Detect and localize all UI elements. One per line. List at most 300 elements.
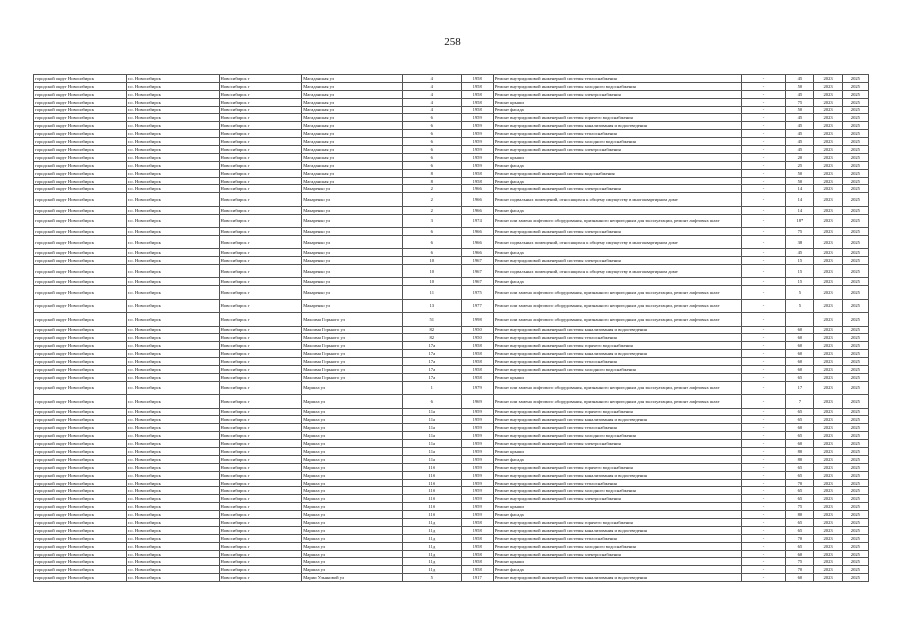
dash-cell: - [741,106,785,114]
work-type-cell: Ремонт крыши [493,503,741,511]
house-number-cell: 11 [403,286,461,299]
house-number-cell: 11д [403,526,461,534]
house-number-cell: 17а [403,342,461,350]
street-cell: Макаренко ул [302,235,403,248]
build-year-cell: 1967 [461,257,493,265]
district-cell: г.о. Новосибирск [126,177,219,185]
table-row [34,479,869,487]
street-cell: Магаданская ул [302,177,403,185]
street-cell: Маршла ул [302,432,403,440]
street-cell: Макаренко ул [302,265,403,278]
end-year-cell: 2025 [842,366,868,374]
municipality-cell: городской округ Новосибирск [34,424,127,432]
start-year-cell: 2023 [814,130,842,138]
dash-cell: - [741,130,785,138]
city-cell: Новосибирск г [219,299,302,312]
municipality-cell: городской округ Новосибирск [34,206,127,214]
municipality-cell: городской округ Новосибирск [34,138,127,146]
district-cell: г.о. Новосибирск [126,432,219,440]
street-cell: Маршла ул [302,463,403,471]
house-number-cell: 11д [403,519,461,527]
amount-cell: 50 [786,169,814,177]
table-row [34,574,869,582]
street-cell: Магаданская ул [302,98,403,106]
work-type-cell: Ремонт фасада [493,455,741,463]
house-number-cell: 1 [403,381,461,394]
street-cell: Максима Горького ул [302,358,403,366]
district-cell: г.о. Новосибирск [126,326,219,334]
start-year-cell: 2023 [814,408,842,416]
house-number-cell: 11б [403,463,461,471]
street-cell: Максима Горького ул [302,350,403,358]
work-type-cell: Ремонт внутридомовой инженерной системы теплоснабжения [493,75,741,83]
municipality-cell: городской округ Новосибирск [34,511,127,519]
district-cell: г.о. Новосибирск [126,257,219,265]
district-cell: г.о. Новосибирск [126,424,219,432]
build-year-cell: 1958 [461,98,493,106]
district-cell: г.о. Новосибирск [126,479,219,487]
start-year-cell: 2023 [814,342,842,350]
end-year-cell: 2025 [842,114,868,122]
city-cell: Новосибирск г [219,373,302,381]
city-cell: Новосибирск г [219,511,302,519]
table-row [34,153,869,161]
work-type-cell: Ремонт или замена лифтового оборудования, признанного непригодным для эксплуатации, ремонт лифтовых шахт [493,381,741,394]
street-cell: Маршла ул [302,395,403,408]
street-cell: Маршла ул [302,448,403,456]
dash-cell: - [741,503,785,511]
district-cell: г.о. Новосибирск [126,416,219,424]
municipality-cell: городской округ Новосибирск [34,471,127,479]
table-row [34,114,869,122]
table-row [34,146,869,154]
house-number-cell: 6 [403,130,461,138]
city-cell: Новосибирск г [219,177,302,185]
table-row [34,487,869,495]
municipality-cell: городской округ Новосибирск [34,299,127,312]
end-year-cell: 2025 [842,228,868,236]
district-cell: г.о. Новосибирск [126,574,219,582]
municipality-cell: городской округ Новосибирск [34,395,127,408]
build-year-cell: 1959 [461,138,493,146]
street-cell: Маршла ул [302,550,403,558]
city-cell: Новосибирск г [219,550,302,558]
table-row [34,334,869,342]
house-number-cell: 11д [403,558,461,566]
district-cell: г.о. Новосибирск [126,206,219,214]
city-cell: Новосибирск г [219,334,302,342]
city-cell: Новосибирск г [219,153,302,161]
table-body [34,75,869,582]
work-type-cell: Ремонт внутридомовой инженерной системы канализования и водоотведения [493,350,741,358]
build-year-cell: 1998 [461,313,493,326]
end-year-cell: 2025 [842,432,868,440]
street-cell: Магаданская ул [302,114,403,122]
dash-cell: - [741,278,785,286]
street-cell: Магаданская ул [302,75,403,83]
street-cell: Магаданская ул [302,122,403,130]
build-year-cell: 1959 [461,408,493,416]
start-year-cell: 2023 [814,534,842,542]
dash-cell: - [741,574,785,582]
house-number-cell: 5 [403,574,461,582]
start-year-cell: 2023 [814,90,842,98]
municipality-cell: городской округ Новосибирск [34,566,127,574]
municipality-cell: городской округ Новосибирск [34,440,127,448]
city-cell: Новосибирск г [219,138,302,146]
dash-cell: - [741,98,785,106]
end-year-cell: 2025 [842,519,868,527]
city-cell: Новосибирск г [219,257,302,265]
build-year-cell: 1966 [461,228,493,236]
start-year-cell: 2023 [814,82,842,90]
amount-cell: 14 [786,206,814,214]
house-number-cell: 6 [403,235,461,248]
build-year-cell: 1958 [461,90,493,98]
amount-cell: 38 [786,235,814,248]
amount-cell: 65 [786,487,814,495]
start-year-cell: 2023 [814,479,842,487]
start-year-cell: 2023 [814,313,842,326]
start-year-cell: 2023 [814,278,842,286]
build-year-cell: 1959 [461,495,493,503]
municipality-cell: городской округ Новосибирск [34,161,127,169]
work-type-cell: Ремонт внутридомовой инженерной системы электроснабжения [493,90,741,98]
municipality-cell: городской округ Новосибирск [34,448,127,456]
dash-cell: - [741,228,785,236]
table-row [34,519,869,527]
build-year-cell: 1958 [461,373,493,381]
city-cell: Новосибирск г [219,206,302,214]
table-row [34,534,869,542]
start-year-cell: 2023 [814,463,842,471]
amount-cell: 20 [786,153,814,161]
end-year-cell: 2025 [842,463,868,471]
street-cell: Маршла ул [302,487,403,495]
work-type-cell: Ремонт крыши [493,98,741,106]
table-row [34,550,869,558]
end-year-cell: 2025 [842,542,868,550]
city-cell: Новосибирск г [219,534,302,542]
city-cell: Новосибирск г [219,286,302,299]
work-type-cell: Ремонт фасада [493,106,741,114]
table-row [34,90,869,98]
work-type-cell: Ремонт внутридомовой инженерной системы канализования и водоотведения [493,526,741,534]
city-cell: Новосибирск г [219,90,302,98]
amount-cell: 60 [786,334,814,342]
start-year-cell: 2023 [814,334,842,342]
district-cell: г.о. Новосибирск [126,278,219,286]
end-year-cell: 2025 [842,487,868,495]
city-cell: Новосибирск г [219,463,302,471]
street-cell: Магаданская ул [302,169,403,177]
city-cell: Новосибирск г [219,82,302,90]
city-cell: Новосибирск г [219,519,302,527]
house-number-cell: 6 [403,228,461,236]
district-cell: г.о. Новосибирск [126,90,219,98]
amount-cell: 5 [786,299,814,312]
municipality-cell: городской округ Новосибирск [34,519,127,527]
city-cell: Новосибирск г [219,574,302,582]
city-cell: Новосибирск г [219,448,302,456]
table-row [34,471,869,479]
end-year-cell: 2025 [842,550,868,558]
end-year-cell: 2025 [842,249,868,257]
amount-cell: 15 [786,265,814,278]
amount-cell: 45 [786,146,814,154]
start-year-cell: 2023 [814,558,842,566]
end-year-cell: 2025 [842,235,868,248]
end-year-cell: 2025 [842,278,868,286]
district-cell: г.о. Новосибирск [126,550,219,558]
district-cell: г.о. Новосибирск [126,228,219,236]
house-number-cell: 6 [403,161,461,169]
build-year-cell: 1959 [461,471,493,479]
municipality-cell: городской округ Новосибирск [34,75,127,83]
end-year-cell: 2025 [842,153,868,161]
table-row [34,98,869,106]
table-row [34,138,869,146]
street-cell: Макаренко ул [302,228,403,236]
dash-cell: - [741,479,785,487]
city-cell: Новосибирск г [219,479,302,487]
amount-cell: 70 [786,479,814,487]
dash-cell: - [741,416,785,424]
table-row [34,106,869,114]
municipality-cell: городской округ Новосибирск [34,381,127,394]
table-row [34,526,869,534]
build-year-cell: 1959 [461,161,493,169]
dash-cell: - [741,542,785,550]
city-cell: Новосибирск г [219,98,302,106]
street-cell: Магаданская ул [302,130,403,138]
build-year-cell: 1958 [461,169,493,177]
dash-cell: - [741,366,785,374]
district-cell: г.о. Новосибирск [126,334,219,342]
end-year-cell: 2025 [842,185,868,193]
end-year-cell: 2025 [842,558,868,566]
dash-cell: - [741,169,785,177]
house-number-cell: 11д [403,566,461,574]
house-number-cell: 4 [403,75,461,83]
end-year-cell: 2025 [842,299,868,312]
work-type-cell: Ремонт внутридомовой инженерной системы горячего водоснабжения [493,342,741,350]
dash-cell: - [741,350,785,358]
start-year-cell: 2023 [814,424,842,432]
table-row [34,82,869,90]
dash-cell: - [741,286,785,299]
start-year-cell: 2023 [814,206,842,214]
district-cell: г.о. Новосибирск [126,542,219,550]
dash-cell: - [741,206,785,214]
street-cell: Марии Ульяновой ул [302,574,403,582]
district-cell: г.о. Новосибирск [126,75,219,83]
municipality-cell: городской округ Новосибирск [34,82,127,90]
amount-cell: 45 [786,75,814,83]
table-row [34,566,869,574]
street-cell: Макаренко ул [302,214,403,227]
city-cell: Новосибирск г [219,416,302,424]
start-year-cell: 2023 [814,214,842,227]
dash-cell: - [741,558,785,566]
end-year-cell: 2025 [842,503,868,511]
build-year-cell: 1959 [461,487,493,495]
start-year-cell: 2023 [814,138,842,146]
build-year-cell: 1950 [461,326,493,334]
dash-cell: - [741,455,785,463]
work-type-cell: Ремонт внутридомовой инженерной системы холодного водоснабжения [493,432,741,440]
table-row [34,511,869,519]
district-cell: г.о. Новосибирск [126,146,219,154]
house-number-cell: 8 [403,177,461,185]
amount-cell: 65 [786,463,814,471]
end-year-cell: 2025 [842,574,868,582]
amount-cell: 65 [786,373,814,381]
amount-cell: 80 [786,448,814,456]
start-year-cell: 2023 [814,299,842,312]
amount-cell: 80 [786,511,814,519]
table-row [34,326,869,334]
street-cell: Максима Горького ул [302,334,403,342]
amount-cell: 5 [786,286,814,299]
dash-cell: - [741,75,785,83]
work-type-cell: Ремонт внутридомовой инженерной системы водоснабжения [493,169,741,177]
work-type-cell: Ремонт или замена лифтового оборудования, признанного непригодным для эксплуатации, ремонт лифтовых шахт [493,286,741,299]
street-cell: Макаренко ул [302,286,403,299]
start-year-cell: 2023 [814,358,842,366]
amount-cell: 45 [786,90,814,98]
end-year-cell: 2025 [842,90,868,98]
work-type-cell: Ремонт внутридомовой инженерной системы электроснабжения [493,495,741,503]
amount-cell: 70 [786,534,814,542]
build-year-cell: 1917 [461,574,493,582]
table-row [34,161,869,169]
repair-schedule-table [33,74,869,582]
page-number: 258 [444,36,461,48]
amount-cell: 45 [786,249,814,257]
house-number-cell: 17а [403,350,461,358]
amount-cell: 25 [786,161,814,169]
start-year-cell: 2023 [814,257,842,265]
street-cell: Маршла ул [302,511,403,519]
end-year-cell: 2025 [842,313,868,326]
district-cell: г.о. Новосибирск [126,471,219,479]
district-cell: г.о. Новосибирск [126,106,219,114]
build-year-cell: 1958 [461,177,493,185]
start-year-cell: 2023 [814,286,842,299]
work-type-cell: Ремонт внутридомовой инженерной системы электроснабжения [493,550,741,558]
street-cell: Макаренко ул [302,185,403,193]
start-year-cell: 2023 [814,526,842,534]
municipality-cell: городской округ Новосибирск [34,114,127,122]
start-year-cell: 2023 [814,177,842,185]
street-cell: Макаренко ул [302,249,403,257]
district-cell: г.о. Новосибирск [126,381,219,394]
city-cell: Новосибирск г [219,440,302,448]
start-year-cell: 2023 [814,122,842,130]
house-number-cell: 11б [403,471,461,479]
street-cell: Маршла ул [302,526,403,534]
city-cell: Новосибирск г [219,424,302,432]
municipality-cell: городской округ Новосибирск [34,214,127,227]
city-cell: Новосибирск г [219,122,302,130]
district-cell: г.о. Новосибирск [126,265,219,278]
dash-cell: - [741,373,785,381]
city-cell: Новосибирск г [219,326,302,334]
dash-cell: - [741,153,785,161]
municipality-cell: городской округ Новосибирск [34,487,127,495]
start-year-cell: 2023 [814,416,842,424]
city-cell: Новосибирск г [219,169,302,177]
start-year-cell: 2023 [814,511,842,519]
start-year-cell: 2023 [814,193,842,206]
dash-cell: - [741,90,785,98]
house-number-cell: 17а [403,358,461,366]
build-year-cell: 1958 [461,526,493,534]
table-row [34,366,869,374]
house-number-cell: 2 [403,185,461,193]
municipality-cell: городской округ Новосибирск [34,177,127,185]
amount-cell [786,313,814,326]
district-cell: г.о. Новосибирск [126,448,219,456]
build-year-cell: 1959 [461,503,493,511]
build-year-cell: 1958 [461,550,493,558]
work-type-cell: Ремонт внутридомовой инженерной системы электроснабжения [493,257,741,265]
dash-cell: - [741,185,785,193]
end-year-cell: 2025 [842,177,868,185]
dash-cell: - [741,177,785,185]
street-cell: Магаданская ул [302,82,403,90]
dash-cell: - [741,299,785,312]
house-number-cell: 10 [403,278,461,286]
dash-cell: - [741,534,785,542]
end-year-cell: 2025 [842,455,868,463]
amount-cell: 15 [786,278,814,286]
dash-cell: - [741,432,785,440]
city-cell: Новосибирск г [219,566,302,574]
dash-cell: - [741,161,785,169]
table-row [34,206,869,214]
table-row [34,350,869,358]
street-cell: Маршла ул [302,479,403,487]
city-cell: Новосибирск г [219,542,302,550]
district-cell: г.о. Новосибирск [126,455,219,463]
end-year-cell: 2025 [842,471,868,479]
dash-cell: - [741,193,785,206]
municipality-cell: городской округ Новосибирск [34,278,127,286]
district-cell: г.о. Новосибирск [126,185,219,193]
dash-cell: - [741,395,785,408]
house-number-cell: 11а [403,416,461,424]
district-cell: г.о. Новосибирск [126,286,219,299]
build-year-cell: 1959 [461,114,493,122]
end-year-cell: 2025 [842,98,868,106]
municipality-cell: городской округ Новосибирск [34,106,127,114]
street-cell: Маршла ул [302,455,403,463]
amount-cell: 60 [786,440,814,448]
house-number-cell: 11а [403,424,461,432]
city-cell: Новосибирск г [219,214,302,227]
start-year-cell: 2023 [814,235,842,248]
municipality-cell: городской округ Новосибирск [34,153,127,161]
table-row [34,416,869,424]
build-year-cell: 1950 [461,334,493,342]
city-cell: Новосибирск г [219,313,302,326]
municipality-cell: городской округ Новосибирск [34,249,127,257]
city-cell: Новосибирск г [219,358,302,366]
house-number-cell: 3 [403,214,461,227]
house-number-cell: 6 [403,114,461,122]
